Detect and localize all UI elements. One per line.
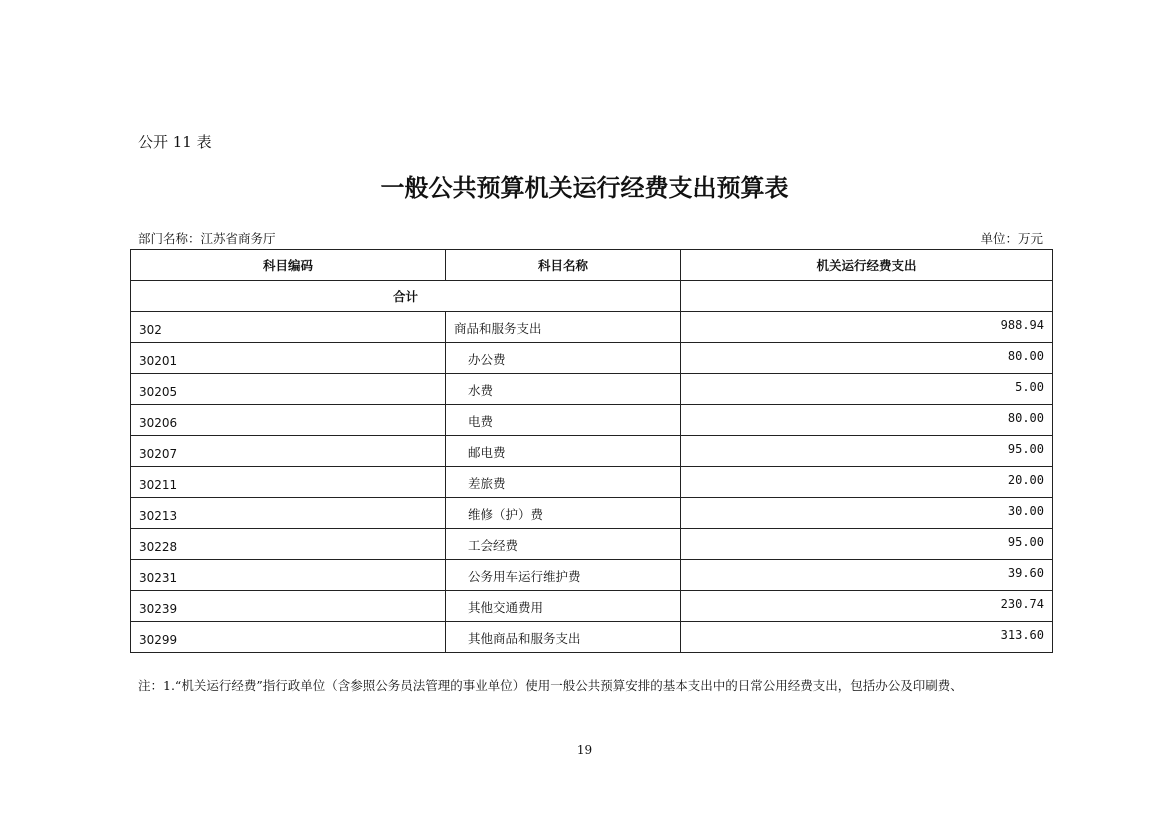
table-row [131,374,1053,405]
table-row [131,312,1053,343]
row-name: 差旅费 [446,467,681,498]
row-code: 30299 [131,622,446,653]
unit-label: 单位：万元 [980,231,1043,246]
header-name: 科目名称 [446,250,681,281]
row-code: 302 [131,312,446,343]
table-row [131,467,1053,498]
row-code: 30207 [131,436,446,467]
row-name: 水费 [446,374,681,405]
row-code: 30206 [131,405,446,436]
row-amount: 95.00 [681,529,1053,560]
table-row [131,529,1053,560]
row-name: 办公费 [446,343,681,374]
row-amount: 988.94 [681,312,1053,343]
row-name: 维修（护）费 [446,498,681,529]
table-row [131,560,1053,591]
table-row [131,622,1053,653]
row-code: 30213 [131,498,446,529]
row-name: 邮电费 [446,436,681,467]
row-name: 其他商品和服务支出 [446,622,681,653]
row-amount: 313.60 [681,622,1053,653]
budget-table [130,249,1053,653]
page-number: 19 [576,743,593,757]
row-code: 30205 [131,374,446,405]
table-row [131,343,1053,374]
row-amount: 95.00 [681,436,1053,467]
row-amount: 230.74 [681,591,1053,622]
table-row [131,436,1053,467]
row-amount: 30.00 [681,498,1053,529]
table-row [131,498,1053,529]
header-code: 科目编码 [131,250,446,281]
row-amount: 80.00 [681,405,1053,436]
page-title: 一般公共预算机关运行经费支出预算表 [380,173,789,202]
row-name: 商品和服务支出 [446,312,681,343]
total-amount [681,281,1053,312]
footnote: 注：1.“机关运行经费”指行政单位（含参照公务员法管理的事业单位）使用一般公共预算安排的基本支出中的日常公用经费支出，包括办公及印刷费、 [138,678,963,693]
row-name: 电费 [446,405,681,436]
total-row [131,281,1053,312]
row-name: 工会经费 [446,529,681,560]
row-code: 30211 [131,467,446,498]
row-amount: 5.00 [681,374,1053,405]
table-label: 公开 11 表 [138,133,212,151]
total-label: 合计 [131,281,681,312]
row-code: 30228 [131,529,446,560]
table-row [131,405,1053,436]
row-amount: 20.00 [681,467,1053,498]
header-amount: 机关运行经费支出 [681,250,1053,281]
row-amount: 39.60 [681,560,1053,591]
row-name: 其他交通费用 [446,591,681,622]
row-code: 30231 [131,560,446,591]
row-amount: 80.00 [681,343,1053,374]
row-name: 公务用车运行维护费 [446,560,681,591]
table-header-row [131,250,1053,281]
department-name: 部门名称：江苏省商务厅 [138,231,276,246]
row-code: 30239 [131,591,446,622]
row-code: 30201 [131,343,446,374]
table-row [131,591,1053,622]
